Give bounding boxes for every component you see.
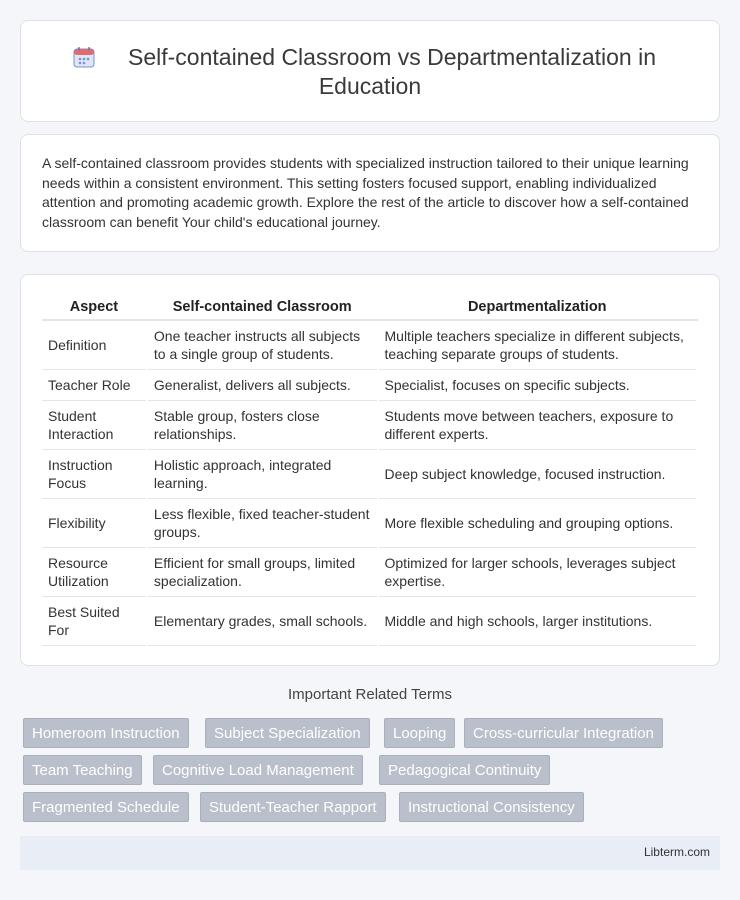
row-aspect: Teacher Role	[42, 369, 147, 400]
header-card	[20, 20, 720, 122]
table-header-row	[42, 294, 697, 320]
table-row	[42, 400, 697, 449]
page-title-line2: Education	[318, 73, 422, 99]
header-departmentalization: Departmentalization	[378, 294, 698, 320]
row-self-contained: One teacher instructs all subjects to a single group of students.	[147, 320, 378, 369]
header-self-contained: Self-contained Classroom	[147, 294, 378, 320]
row-aspect: Best Suited For	[42, 596, 147, 645]
tag-homeroom-instruction[interactable]: Homeroom Instruction	[23, 718, 189, 748]
table-row	[42, 547, 697, 596]
intro-card	[20, 134, 720, 252]
row-self-contained: Elementary grades, small schools.	[147, 596, 378, 645]
row-aspect: Resource Utilization	[42, 547, 147, 596]
table-row	[42, 320, 697, 369]
row-departmentalization: Students move between teachers, exposure to different experts.	[378, 400, 698, 449]
row-departmentalization: Optimized for larger schools, leverages subject expertise.	[378, 547, 698, 596]
tag-pedagogical-continuity[interactable]: Pedagogical Continuity	[379, 755, 550, 785]
comparison-table-card	[20, 274, 720, 666]
row-aspect: Flexibility	[42, 498, 147, 547]
tag-instructional-consistency[interactable]: Instructional Consistency	[399, 792, 584, 822]
tag-looping[interactable]: Looping	[384, 718, 455, 748]
tag-cognitive-load-management[interactable]: Cognitive Load Management	[153, 755, 363, 785]
tag-student-teacher-rapport[interactable]: Student-Teacher Rapport	[200, 792, 386, 822]
row-departmentalization: More flexible scheduling and grouping options.	[378, 498, 698, 547]
row-departmentalization: Multiple teachers specialize in different subjects, teaching separate groups of students.	[378, 320, 698, 369]
row-self-contained: Holistic approach, integrated learning.	[147, 449, 378, 498]
row-departmentalization: Middle and high schools, larger institutions.	[378, 596, 698, 645]
comparison-table	[42, 294, 698, 646]
table-row	[42, 449, 697, 498]
tag-team-teaching[interactable]: Team Teaching	[23, 755, 142, 785]
row-aspect: Student Interaction	[42, 400, 147, 449]
table-row	[42, 369, 697, 400]
footer	[20, 836, 720, 870]
row-departmentalization: Specialist, focuses on specific subjects.	[378, 369, 698, 400]
tag-subject-specialization[interactable]: Subject Specialization	[205, 718, 370, 748]
tag-fragmented-schedule[interactable]: Fragmented Schedule	[23, 792, 189, 822]
related-terms-title: Important Related Terms	[288, 686, 452, 703]
row-aspect: Instruction Focus	[42, 449, 147, 498]
intro-text: A self-contained classroom provides students with specialized instruction tailored to their unique learning needs within a consistent environment. This setting fosters focused support, enabling individualized attention and promoting academic growth. Explore the rest of the article to discover how a self-contained classroom can benefit Your child's educational journey.	[42, 155, 689, 230]
page-title	[21, 43, 719, 101]
row-self-contained: Stable group, fosters close relationships.	[147, 400, 378, 449]
page-title-line1: Self-contained Classroom vs Departmentalization in	[128, 44, 656, 70]
row-departmentalization: Deep subject knowledge, focused instruction.	[378, 449, 698, 498]
table-row	[42, 498, 697, 547]
row-aspect: Definition	[42, 320, 147, 369]
header-aspect: Aspect	[42, 294, 147, 320]
table-row	[42, 596, 697, 645]
row-self-contained: Generalist, delivers all subjects.	[147, 369, 378, 400]
footer-site-link[interactable]: Libterm.com	[643, 845, 710, 859]
row-self-contained: Less flexible, fixed teacher-student groups.	[147, 498, 378, 547]
tag-cross-curricular-integration[interactable]: Cross-curricular Integration	[464, 718, 663, 748]
row-self-contained: Efficient for small groups, limited specialization.	[147, 547, 378, 596]
